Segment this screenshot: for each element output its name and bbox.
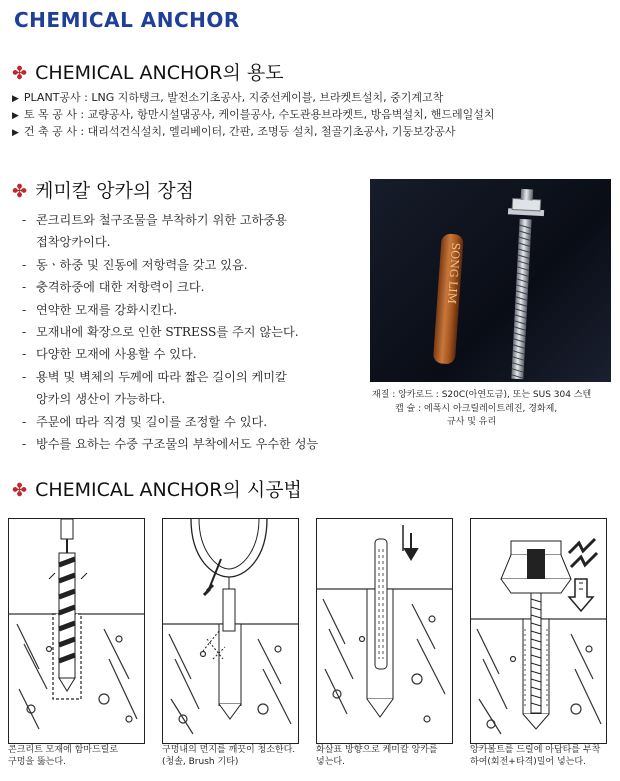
glass-capsule [433,233,464,364]
step-1-diagram [8,518,145,744]
advantage-item: - 다양한 모재에 사용할 수 있다. [22,347,197,362]
step-3-caption: 화살표 방향으로 케미칼 앙카를 넣는다. [316,745,438,767]
step-4-diagram [470,518,607,744]
advantage-item: - 연약한 모재를 강화시킨다. [22,302,178,317]
spec-name: 앙카로드 : [398,390,439,400]
spec-label: 재질 : [372,390,396,400]
advantage-item: - 방수를 요하는 수중 구조물의 부착에서도 우수한 성능 [22,437,319,452]
anchor-photo-illustration [370,179,611,382]
uses-section-title [12,58,284,85]
advantage-text: 다양한 모재에 사용할 수 있다. [36,347,197,362]
advantage-text-cont: 앙카의 생산이 가능하다. [36,392,166,407]
page-title: CHEMICAL ANCHOR [14,8,240,32]
advantage-item: - 콘크리트와 철구조물을 부착하기 위한 고하중용 접착앙카이다. [22,209,372,254]
spec-name: 캡 슐 : [395,404,422,414]
step-2-diagram [162,518,299,744]
advantage-item: - 동ㆍ하중 및 진동에 저항력을 갖고 있음. [22,257,248,272]
anchor-rod [499,188,545,380]
use-category: 토 목 공 사 : [23,108,85,121]
advantage-text: 콘크리트와 철구조물을 부착하기 위한 고하중용 [36,213,287,227]
step-1-caption: 콘크리트 모재에 함마드릴로 구멍을 뚫는다. [8,745,119,767]
advantages-list [22,209,372,455]
spec-value: S20C(아연도금), 또는 SUS 304 스텐 [441,390,592,400]
spec-value: 에폭시 아크릴레이트레진, 경화제, [424,404,558,414]
advantage-text-cont: 접착앙카이다. [36,235,111,250]
procedure-title-text: CHEMICAL ANCHOR의 시공법 [35,479,302,501]
use-category: 건 축 공 사 : [23,125,85,138]
step-2-caption: 구멍내의 먼지를 깨끗이 청소한다. (청솔, Brush 기타) [162,745,296,767]
advantage-text: 주문에 따라 직경 및 길이를 조정할 수 있다. [36,414,268,429]
triangle-bullet-icon: ▶ [12,128,19,138]
advantage-text: 방수를 요하는 수중 구조물의 부착에서도 우수한 성능 [36,437,319,452]
diamond-bullet-icon: ✤ [12,181,28,202]
step-3-diagram [316,518,453,744]
advantages-title-text: 케미칼 앙카의 장점 [35,180,195,202]
diamond-bullet-icon: ✤ [12,480,28,501]
advantage-text: 용벽 및 벽체의 두께에 따라 짧은 길이의 케미칼 [36,369,287,384]
spec-row [447,414,496,427]
use-items: LNG 지하탱크, 발전소기초공사, 지중선케이블, 브라켓트설치, 중기계고착 [91,91,444,104]
use-row [12,123,456,139]
uses-title-text: CHEMICAL ANCHOR의 용도 [35,62,284,84]
advantage-text: 모재내에 확장으로 인한 STRESS를 주지 않는다. [36,325,299,340]
use-items: 교량공사, 항만시설댐공사, 케이블공사, 수도관용브라켓트, 방음벽설치, 핸드레일설치 [87,108,495,121]
advantage-item: - 충격하중에 대한 저항력이 크다. [22,280,205,295]
use-row [12,89,443,105]
triangle-bullet-icon: ▶ [12,94,19,104]
step-4-caption: 앙카볼트를 드릴에 아답타를 부착 하여(회전+타격)밀어 넣는다. [470,745,601,767]
advantage-text: 연약한 모재를 강화시킨다. [36,302,178,317]
advantage-item: - 용벽 및 벽체의 두께에 따라 짧은 길이의 케미칼 앙카의 생산이 가능하다. [22,366,372,411]
advantage-text: 동ㆍ하중 및 진동에 저항력을 갖고 있음. [36,257,248,272]
use-category: PLANT공사 : [23,91,88,104]
procedure-section-title [12,475,302,502]
spec-row [372,387,591,400]
spec-row [395,401,557,414]
advantages-section-title [12,176,194,203]
capsule-label: SONG LIM [444,242,463,305]
use-items: 대리석건식설치, 엘리베이터, 간판, 조명등 설치, 철골기초공사, 기둥보강공사 [87,125,456,138]
advantage-text: 충격하중에 대한 저항력이 크다. [36,280,205,295]
diamond-bullet-icon: ✤ [12,63,28,84]
advantage-item: - 주문에 따라 직경 및 길이를 조정할 수 있다. [22,414,268,429]
use-row [12,106,495,122]
product-photo [370,179,611,382]
advantage-item: - 모재내에 확장으로 인한 STRESS를 주지 않는다. [22,325,299,340]
spec-value: 규사 및 유리 [447,417,497,427]
triangle-bullet-icon: ▶ [12,111,19,121]
